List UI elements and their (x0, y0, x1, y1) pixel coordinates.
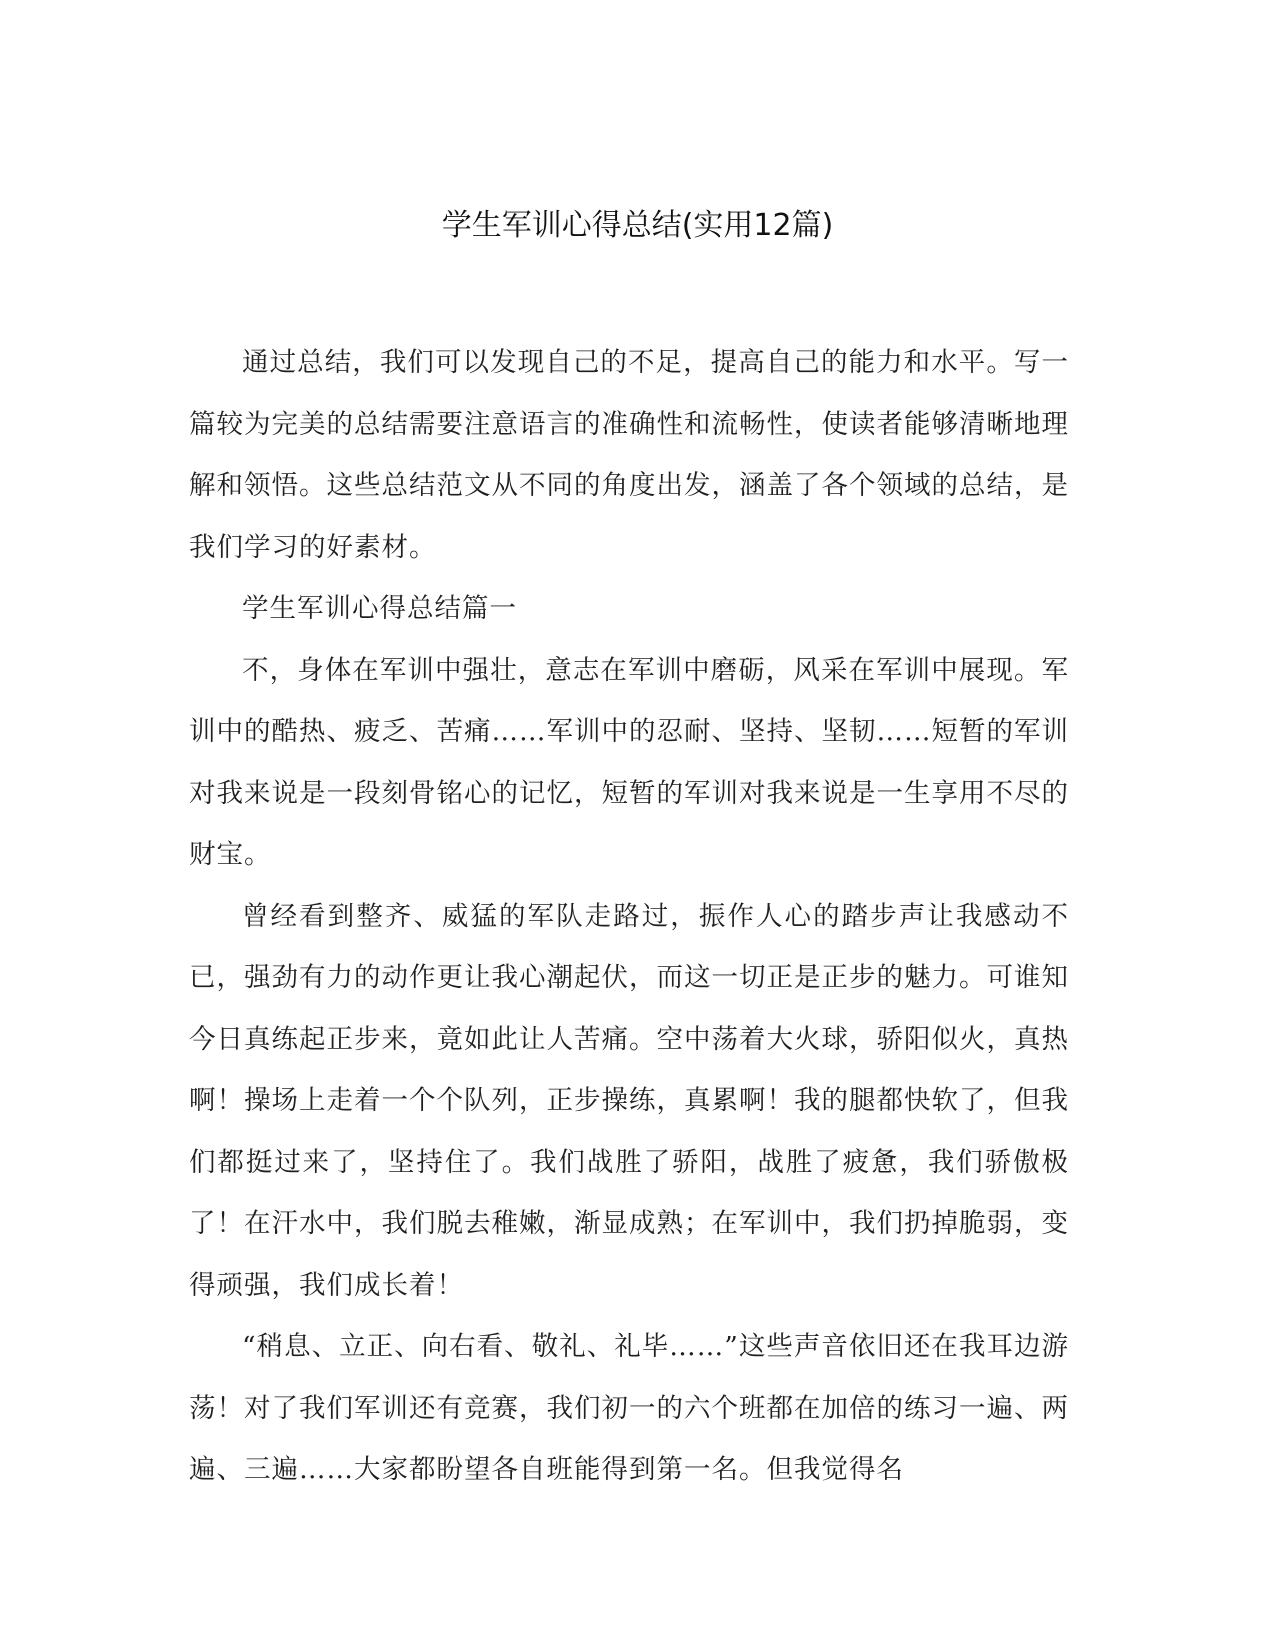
body-paragraph: 曾经看到整齐、威猛的军队走路过，振作人心的踏步声让我感动不已，强劲有力的动作更让我心潮起伏，而这一切正是正步的魅力。可谁知今日真练起正步来，竟如此让人苦痛。空中荡着大火球，骄阳似火，真热啊！操场上走着一个个队列，正步操练，真累啊！我的腿都快软了，但我们都挺过来了，坚持住了。我们战胜了骄阳，战胜了疲惫，我们骄傲极了！在汗水中，我们脱去稚嫩，渐显成熟；在军训中，我们扔掉脆弱，变得顽强，我们成长着！ (189, 900, 1069, 1301)
body-paragraph: 不，身体在军训中强壮，意志在军训中磨砺，风采在军训中展现。军训中的酷热、疲乏、苦痛……军训中的忍耐、坚持、坚韧……短暂的军训对我来说是一段刻骨铭心的记忆，短暂的军训对我来说是一生享用不尽的财宝。 (189, 654, 1069, 870)
body-paragraph: “稍息、立正、向右看、敬礼、礼毕……”这些声音依旧还在我耳边游荡！对了我们军训还有竞赛，我们初一的六个班都在加倍的练习一遍、两遍、三遍……大家都盼望各自班能得到第一名。但我觉得名 (189, 1331, 1069, 1485)
document-body (189, 332, 1069, 1501)
intro-paragraph: 通过总结，我们可以发现自己的不足，提高自己的能力和水平。写一篇较为完美的总结需要注意语言的准确性和流畅性，使读者能够清晰地理解和领悟。这些总结范文从不同的角度出发，涵盖了各个领域的总结，是我们学习的好素材。 (189, 347, 1069, 563)
section-heading: 学生军训心得总结篇一 (242, 593, 517, 624)
document-title: 学生军训心得总结(实用12篇) (441, 208, 834, 243)
